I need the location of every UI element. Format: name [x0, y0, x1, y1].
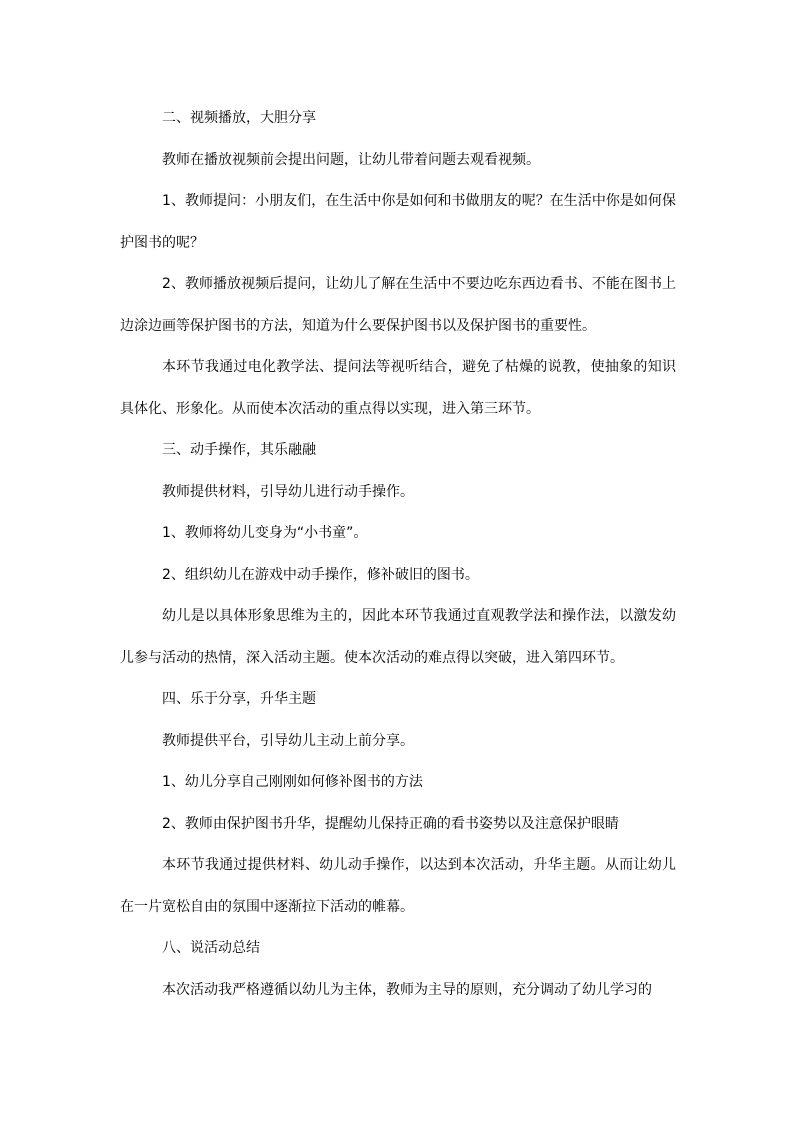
paragraph: 1、教师提问：小朋友们，在生活中你是如何和书做朋友的呢？在生活中你是如何保护图书的呢？ — [120, 193, 676, 251]
paragraph: 教师提供材料，引导幼儿进行动手操作。 — [162, 483, 414, 500]
paragraph: 本环节我通过提供材料、幼儿动手操作，以达到本次活动，升华主题。从而让幼儿在一片宽松自由的氛围中逐渐拉下活动的帷幕。 — [120, 857, 676, 915]
section-heading: 三、动手操作，其乐融融 — [162, 442, 316, 458]
section-heading: 四、乐于分享，升华主题 — [162, 691, 316, 707]
paragraph: 2、教师由保护图书升华，提醒幼儿保持正确的看书姿势以及注意保护眼睛 — [162, 815, 619, 832]
paragraph: 1、幼儿分享自己刚刚如何修补图书的方法 — [162, 774, 423, 790]
document-body — [120, 98, 676, 1011]
paragraph: 本次活动我严格遵循以幼儿为主体，教师为主导的原则，充分调动了幼儿学习的 — [162, 981, 652, 998]
section-heading: 二、视频播放，大胆分享 — [162, 110, 316, 126]
paragraph: 本环节我通过电化教学法、提问法等视听结合，避免了枯燥的说教，使抽象的知识具体化、形象化。从而使本次活动的重点得以实现，进入第三环节。 — [120, 359, 676, 417]
section-heading: 八、说活动总结 — [162, 940, 260, 956]
paragraph: 教师提供平台，引导幼儿主动上前分享。 — [162, 732, 414, 749]
paragraph: 1、教师将幼儿变身为“小书童”。 — [162, 525, 368, 541]
paragraph: 2、教师播放视频后提问，让幼儿了解在生活中不要边吃东西边看书、不能在图书上边涂边画等保护图书的方法，知道为什么要保护图书以及保护图书的重要性。 — [120, 276, 676, 334]
paragraph: 幼儿是以具体形象思维为主的，因此本环节我通过直观教学法和操作法，以激发幼儿参与活动的热情，深入活动主题。使本次活动的难点得以突破，进入第四环节。 — [120, 608, 676, 666]
paragraph: 教师在播放视频前会提出问题，让幼儿带着问题去观看视频。 — [162, 151, 540, 168]
paragraph: 2、组织幼儿在游戏中动手操作，修补破旧的图书。 — [162, 566, 479, 583]
